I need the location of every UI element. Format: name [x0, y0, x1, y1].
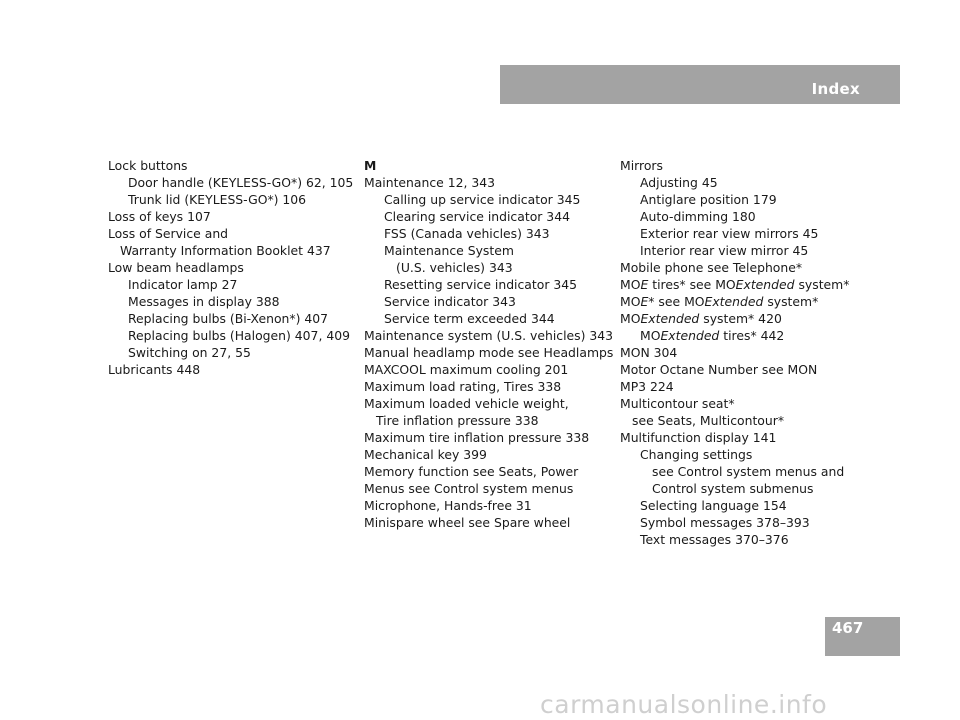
index-column-2	[364, 157, 614, 531]
index-entry: Microphone, Hands-free 31	[364, 498, 532, 513]
header-bar	[500, 65, 900, 104]
section-letter: M	[364, 158, 377, 173]
index-entry: Interior rear view mirror 45	[640, 243, 809, 258]
index-entry: Selecting language 154	[640, 498, 787, 513]
index-entry: Clearing service indicator 344	[384, 209, 570, 224]
index-entry: Loss of Service and	[108, 226, 229, 241]
index-entry: Changing settings	[640, 447, 753, 462]
page-number: 467	[832, 619, 864, 637]
index-entry: Memory function see Seats, Power	[364, 464, 579, 479]
index-entry: Multifunction display 141	[620, 430, 777, 445]
index-entry: MAXCOOL maximum cooling 201	[364, 362, 569, 377]
index-entry: Text messages 370–376	[640, 532, 789, 547]
index-entry: Maximum load rating, Tires 338	[364, 379, 562, 394]
index-entry: Lock buttons	[108, 158, 188, 173]
index-entry: Indicator lamp 27	[128, 277, 238, 292]
index-entry: Auto-dimming 180	[640, 209, 756, 224]
index-column-3	[620, 157, 870, 548]
index-column-1	[108, 157, 358, 378]
index-entry: Manual headlamp mode see Headlamps	[364, 345, 614, 360]
index-entry: MOE* see MOExtended system*	[620, 294, 819, 309]
index-entry: Mechanical key 399	[364, 447, 487, 462]
index-entry: Switching on 27, 55	[128, 345, 251, 360]
page-number-box	[825, 617, 900, 656]
index-entry: Lubricants 448	[108, 362, 201, 377]
index-entry: Motor Octane Number see MON	[620, 362, 818, 377]
index-entry: Service term exceeded 344	[384, 311, 555, 326]
index-entry: Mobile phone see Telephone*	[620, 260, 803, 275]
page-title: Index	[811, 80, 860, 98]
index-entry: see Seats, Multicontour*	[632, 413, 785, 428]
index-entry: Low beam headlamps	[108, 260, 244, 275]
index-entry: Exterior rear view mirrors 45	[640, 226, 819, 241]
index-entry: Adjusting 45	[640, 175, 718, 190]
index-entry: MOExtended system* 420	[620, 311, 782, 326]
index-entry: Maximum tire inflation pressure 338	[364, 430, 590, 445]
index-entry: see Control system menus and	[652, 464, 845, 479]
index-entry: Control system submenus	[652, 481, 814, 496]
index-entry: Tire inflation pressure 338	[376, 413, 539, 428]
index-entry: FSS (Canada vehicles) 343	[384, 226, 550, 241]
index-entry: Calling up service indicator 345	[384, 192, 581, 207]
index-entry: Antiglare position 179	[640, 192, 777, 207]
watermark: carmanualsonline.info	[540, 690, 828, 719]
index-entry: Maintenance System	[384, 243, 514, 258]
index-entry: MP3 224	[620, 379, 674, 394]
index-entry: Warranty Information Booklet 437	[120, 243, 331, 258]
index-entry: Loss of keys 107	[108, 209, 211, 224]
index-entry: Minispare wheel see Spare wheel	[364, 515, 571, 530]
index-entry: (U.S. vehicles) 343	[396, 260, 513, 275]
index-entry: MON 304	[620, 345, 678, 360]
index-entry: Maintenance system (U.S. vehicles) 343	[364, 328, 614, 343]
index-entry: Symbol messages 378–393	[640, 515, 810, 530]
index-entry: Messages in display 388	[128, 294, 280, 309]
index-entry: Menus see Control system menus	[364, 481, 574, 496]
index-entry: Replacing bulbs (Halogen) 407, 409	[128, 328, 350, 343]
index-entry: Mirrors	[620, 158, 663, 173]
index-entry: Service indicator 343	[384, 294, 516, 309]
index-entry: MOE tires* see MOExtended system*	[620, 277, 850, 292]
index-entry: Maximum loaded vehicle weight,	[364, 396, 569, 411]
index-entry: Multicontour seat*	[620, 396, 735, 411]
index-entry: Replacing bulbs (Bi-Xenon*) 407	[128, 311, 328, 326]
index-entry: Maintenance 12, 343	[364, 175, 496, 190]
index-entry: Trunk lid (KEYLESS-GO*) 106	[128, 192, 307, 207]
index-entry: Door handle (KEYLESS-GO*) 62, 105	[128, 175, 354, 190]
index-entry: Resetting service indicator 345	[384, 277, 578, 292]
index-entry: MOExtended tires* 442	[640, 328, 785, 343]
